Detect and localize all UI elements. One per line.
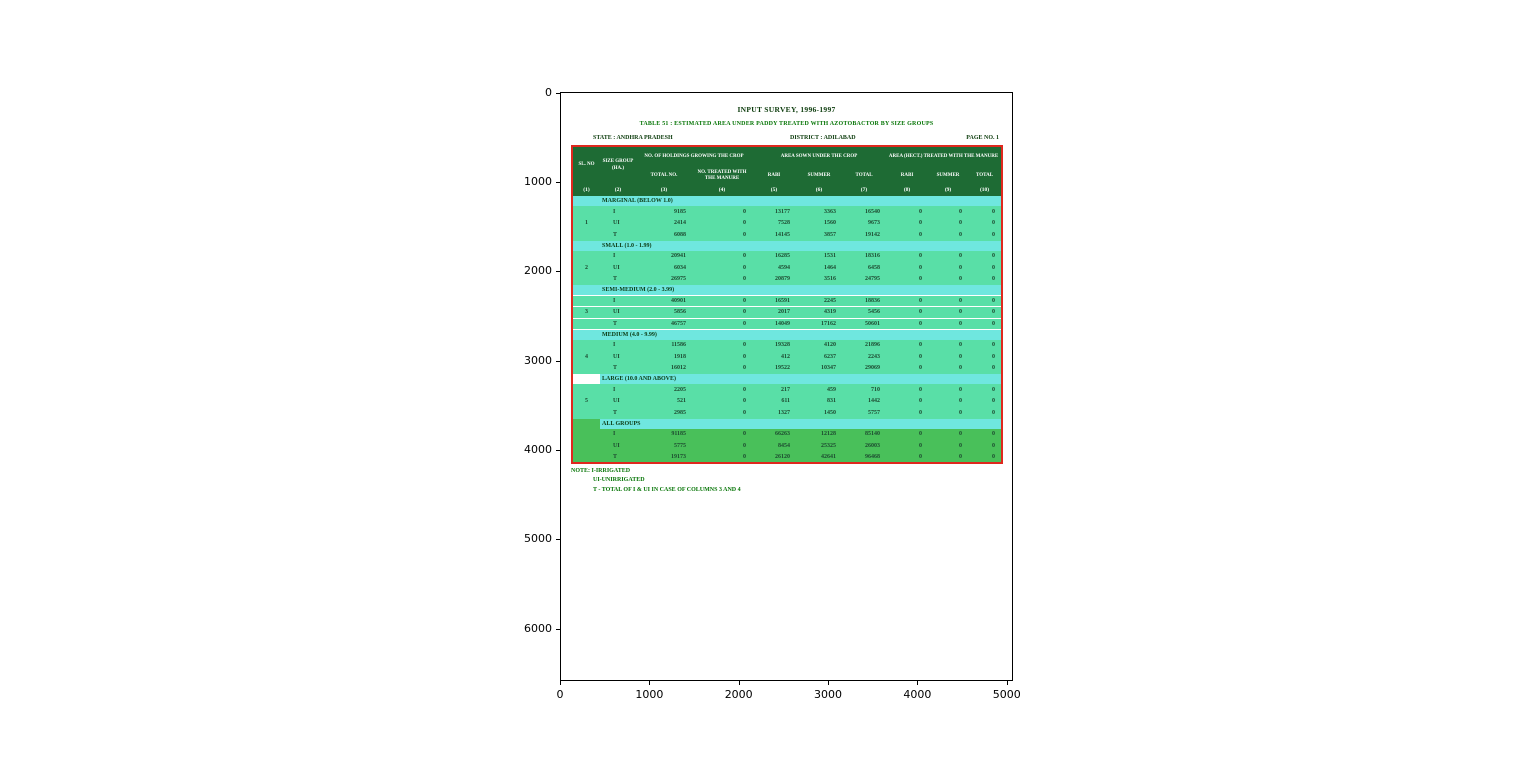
table-row xyxy=(572,452,1002,464)
x-tick-label: 1000 xyxy=(635,688,664,701)
table-cell: 17162 xyxy=(796,318,842,330)
table-cell: 0 xyxy=(928,318,968,330)
table-cell: 5856 xyxy=(636,307,692,319)
x-tick-mark xyxy=(828,681,829,685)
table-cell: 19328 xyxy=(752,340,796,352)
column-number: (6) xyxy=(796,184,842,196)
table-cell: 6237 xyxy=(796,351,842,363)
table-cell: 0 xyxy=(886,229,928,241)
table-row xyxy=(572,440,1002,452)
x-tick-mark xyxy=(560,681,561,685)
table-cell: 710 xyxy=(842,384,886,396)
size-group-label-row xyxy=(572,374,1002,384)
slno-cell xyxy=(572,419,600,429)
table-cell: 0 xyxy=(886,396,928,408)
table-cell: 5456 xyxy=(842,307,886,319)
y-tick-label: 5000 xyxy=(524,532,552,546)
table-cell: 0 xyxy=(968,396,1002,408)
slno-cell xyxy=(572,384,600,396)
table-cell: 0 xyxy=(968,407,1002,419)
slno-cell xyxy=(572,374,600,384)
row-type-cell: I xyxy=(600,340,636,352)
table-cell: 5757 xyxy=(842,407,886,419)
y-tick-label: 6000 xyxy=(524,621,552,635)
table-cell: 0 xyxy=(886,206,928,218)
col-header-treated-total: TOTAL xyxy=(968,168,1002,184)
table-cell: 4319 xyxy=(796,307,842,319)
row-type-cell: I xyxy=(600,295,636,307)
table-cell: 26003 xyxy=(842,440,886,452)
table-cell: 0 xyxy=(968,363,1002,375)
table-cell: 6458 xyxy=(842,262,886,274)
col-header-size-group: SIZE GROUP (HA.) xyxy=(600,146,636,184)
slno-cell xyxy=(572,196,600,206)
table-cell: 40901 xyxy=(636,295,692,307)
x-tick-mark xyxy=(739,681,740,685)
table-row xyxy=(572,340,1002,352)
table-row xyxy=(572,229,1002,241)
table-cell: 0 xyxy=(692,218,752,230)
table-cell: 96468 xyxy=(842,452,886,464)
table-cell: 20941 xyxy=(636,251,692,263)
slno-cell xyxy=(572,340,600,352)
table-cell: 1918 xyxy=(636,351,692,363)
slno-cell xyxy=(572,251,600,263)
table-cell: 1450 xyxy=(796,407,842,419)
slno-cell xyxy=(572,241,600,251)
y-tick-mark xyxy=(556,450,560,451)
col-header-total-no: TOTAL NO. xyxy=(636,168,692,184)
page-number-label: PAGE NO. 1 xyxy=(966,135,999,141)
column-number: (4) xyxy=(692,184,752,196)
table-cell: 0 xyxy=(968,262,1002,274)
table-cell: 0 xyxy=(886,295,928,307)
slno-cell xyxy=(572,229,600,241)
table-cell: 16012 xyxy=(636,363,692,375)
table-cell: 24795 xyxy=(842,274,886,286)
table-cell: 0 xyxy=(968,318,1002,330)
table-cell: 3516 xyxy=(796,274,842,286)
row-type-cell: UI xyxy=(600,351,636,363)
table-cell: 19142 xyxy=(842,229,886,241)
table-cell: 16540 xyxy=(842,206,886,218)
table-cell: 16285 xyxy=(752,251,796,263)
table-cell: 0 xyxy=(968,440,1002,452)
table-cell: 18316 xyxy=(842,251,886,263)
table-cell: 0 xyxy=(886,363,928,375)
table-cell: 0 xyxy=(968,218,1002,230)
col-header-slno: SL. NO xyxy=(572,146,600,184)
row-type-cell: I xyxy=(600,429,636,441)
state-label: STATE : ANDHRA PRADESH xyxy=(593,135,673,141)
table-cell: 0 xyxy=(928,452,968,464)
note-line-1: NOTE: I-IRRIGATED xyxy=(571,468,631,474)
size-group-label-row xyxy=(572,330,1002,340)
row-type-cell: UI xyxy=(600,396,636,408)
table-cell: 19173 xyxy=(636,452,692,464)
x-tick-label: 3000 xyxy=(814,688,843,701)
slno-cell xyxy=(572,440,600,452)
table-cell: 0 xyxy=(886,218,928,230)
table-cell: 0 xyxy=(692,396,752,408)
size-group-label-row xyxy=(572,196,1002,206)
col-group-holdings: NO. OF HOLDINGS GROWING THE CROP xyxy=(636,146,752,168)
table-cell: 6034 xyxy=(636,262,692,274)
size-group-label: ALL GROUPS xyxy=(600,419,1002,429)
table-row xyxy=(572,396,1002,408)
table-cell: 13177 xyxy=(752,206,796,218)
slno-cell xyxy=(572,363,600,375)
row-type-cell: I xyxy=(600,384,636,396)
table-cell: 50601 xyxy=(842,318,886,330)
table-cell: 0 xyxy=(968,351,1002,363)
table-cell: 0 xyxy=(692,440,752,452)
table-cell: 0 xyxy=(692,340,752,352)
y-tick-mark xyxy=(556,271,560,272)
table-cell: 0 xyxy=(692,318,752,330)
table-cell: 412 xyxy=(752,351,796,363)
x-tick-label: 5000 xyxy=(992,688,1021,701)
table-cell: 0 xyxy=(692,229,752,241)
table-cell: 0 xyxy=(928,274,968,286)
table-cell: 0 xyxy=(886,274,928,286)
table-cell: 0 xyxy=(692,307,752,319)
y-tick-label: 3000 xyxy=(524,353,552,367)
table-cell: 0 xyxy=(968,452,1002,464)
table-cell: 0 xyxy=(886,440,928,452)
table-cell: 2245 xyxy=(796,295,842,307)
table-cell: 7528 xyxy=(752,218,796,230)
y-tick-mark xyxy=(556,361,560,362)
table-cell: 0 xyxy=(886,251,928,263)
table-cell: 9185 xyxy=(636,206,692,218)
table-cell: 0 xyxy=(886,307,928,319)
table-cell: 14145 xyxy=(752,229,796,241)
column-number: (2) xyxy=(600,184,636,196)
y-tick-label: 4000 xyxy=(524,442,552,456)
col-header-treated-summer: SUMMER xyxy=(928,168,968,184)
size-group-label-row xyxy=(572,241,1002,251)
size-group-label: SMALL (1.0 - 1.99) xyxy=(600,241,1002,251)
x-tick-label: 0 xyxy=(556,688,564,701)
note-line-2: UI-UNIRRIGATED xyxy=(593,477,645,484)
table-cell: 2017 xyxy=(752,307,796,319)
table-cell: 0 xyxy=(886,318,928,330)
table-cell: 0 xyxy=(968,307,1002,319)
table-cell: 1464 xyxy=(796,262,842,274)
table-cell: 0 xyxy=(886,351,928,363)
table-cell: 0 xyxy=(968,429,1002,441)
table-cell: 0 xyxy=(692,295,752,307)
table-cell: 12128 xyxy=(796,429,842,441)
table-cell: 4120 xyxy=(796,340,842,352)
table-row xyxy=(572,251,1002,263)
size-group-label: LARGE (10.0 AND ABOVE) xyxy=(600,374,1002,384)
y-tick-mark xyxy=(556,629,560,630)
table-cell: 0 xyxy=(692,251,752,263)
col-header-area-summer: SUMMER xyxy=(796,168,842,184)
table-cell: 14049 xyxy=(752,318,796,330)
table-cell: 9673 xyxy=(842,218,886,230)
table-header xyxy=(572,146,1002,196)
slno-cell xyxy=(572,407,600,419)
slno-cell xyxy=(572,295,600,307)
table-row xyxy=(572,218,1002,230)
table-cell: 10347 xyxy=(796,363,842,375)
table-cell: 0 xyxy=(928,363,968,375)
y-tick-label: 2000 xyxy=(524,264,552,278)
footnotes xyxy=(571,467,1002,495)
table-row xyxy=(572,262,1002,274)
survey-table xyxy=(571,145,1003,464)
document-meta-line xyxy=(571,135,1002,145)
table-cell: 46757 xyxy=(636,318,692,330)
slno-cell xyxy=(572,285,600,295)
table-cell: 21896 xyxy=(842,340,886,352)
table-cell: 4594 xyxy=(752,262,796,274)
table-cell: 0 xyxy=(692,274,752,286)
document-subtitle: TABLE 51 : ESTIMATED AREA UNDER PADDY TREATED WITH AZOTOBACTOR BY SIZE GROUPS xyxy=(639,121,934,127)
table-cell: 0 xyxy=(928,295,968,307)
slno-cell: 3 xyxy=(572,307,600,319)
table-cell: 2205 xyxy=(636,384,692,396)
table-cell: 1442 xyxy=(842,396,886,408)
table-cell: 0 xyxy=(886,340,928,352)
table-cell: 0 xyxy=(928,351,968,363)
table-cell: 0 xyxy=(928,407,968,419)
table-row xyxy=(572,206,1002,218)
document-title: INPUT SURVEY, 1996-1997 xyxy=(737,105,836,114)
table-cell: 0 xyxy=(928,384,968,396)
table-cell: 0 xyxy=(928,429,968,441)
x-tick-mark xyxy=(917,681,918,685)
table-cell: 0 xyxy=(928,440,968,452)
x-tick-label: 2000 xyxy=(724,688,753,701)
table-row xyxy=(572,274,1002,286)
scan-table-body xyxy=(572,196,1002,463)
col-header-no-treated: NO. TREATED WITH THE MANURE xyxy=(692,168,752,184)
table-row xyxy=(572,318,1002,330)
row-type-cell: T xyxy=(600,274,636,286)
col-header-area-total: TOTAL xyxy=(842,168,886,184)
row-type-cell: UI xyxy=(600,307,636,319)
table-cell: 0 xyxy=(886,407,928,419)
row-type-cell: T xyxy=(600,318,636,330)
table-cell: 18836 xyxy=(842,295,886,307)
column-number-row xyxy=(572,184,1002,196)
slno-cell xyxy=(572,452,600,464)
row-type-cell: UI xyxy=(600,218,636,230)
table-cell: 1327 xyxy=(752,407,796,419)
table-cell: 831 xyxy=(796,396,842,408)
table-cell: 0 xyxy=(928,262,968,274)
row-type-cell: T xyxy=(600,407,636,419)
table-cell: 20879 xyxy=(752,274,796,286)
table-cell: 16591 xyxy=(752,295,796,307)
x-tick-mark xyxy=(1007,681,1008,685)
scanned-document xyxy=(571,93,1002,498)
table-cell: 29069 xyxy=(842,363,886,375)
table-cell: 26975 xyxy=(636,274,692,286)
column-number: (3) xyxy=(636,184,692,196)
table-cell: 6088 xyxy=(636,229,692,241)
table-cell: 0 xyxy=(968,295,1002,307)
table-cell: 0 xyxy=(928,229,968,241)
col-header-area-rabi: RABI xyxy=(752,168,796,184)
size-group-label: SEMI-MEDIUM (2.0 - 3.99) xyxy=(600,285,1002,295)
table-cell: 0 xyxy=(968,274,1002,286)
slno-cell xyxy=(572,318,600,330)
table-cell: 521 xyxy=(636,396,692,408)
table-cell: 0 xyxy=(692,206,752,218)
col-group-area-sown: AREA SOWN UNDER THE CROP xyxy=(752,146,886,168)
column-number: (8) xyxy=(886,184,928,196)
slno-cell: 4 xyxy=(572,351,600,363)
table-cell: 85140 xyxy=(842,429,886,441)
table-cell: 0 xyxy=(692,262,752,274)
slno-cell: 2 xyxy=(572,262,600,274)
table-row xyxy=(572,307,1002,319)
table-row xyxy=(572,407,1002,419)
size-group-label: MEDIUM (4.0 - 9.99) xyxy=(600,330,1002,340)
note-line-3: T - TOTAL OF I & UI IN CASE OF COLUMNS 3 AND 4 xyxy=(593,486,741,493)
table-cell: 0 xyxy=(692,384,752,396)
table-cell: 2414 xyxy=(636,218,692,230)
table-cell: 0 xyxy=(968,384,1002,396)
column-number: (7) xyxy=(842,184,886,196)
table-cell: 0 xyxy=(692,452,752,464)
column-number: (5) xyxy=(752,184,796,196)
table-cell: 0 xyxy=(886,262,928,274)
table-cell: 0 xyxy=(692,429,752,441)
table-row xyxy=(572,351,1002,363)
table-cell: 0 xyxy=(928,218,968,230)
x-tick-mark xyxy=(649,681,650,685)
slno-cell: 5 xyxy=(572,396,600,408)
col-header-treated-rabi: RABI xyxy=(886,168,928,184)
column-number: (1) xyxy=(572,184,600,196)
size-group-label-row xyxy=(572,419,1002,429)
row-type-cell: T xyxy=(600,452,636,464)
table-cell: 2985 xyxy=(636,407,692,419)
row-type-cell: UI xyxy=(600,440,636,452)
table-cell: 217 xyxy=(752,384,796,396)
slno-cell xyxy=(572,206,600,218)
table-cell: 611 xyxy=(752,396,796,408)
table-row xyxy=(572,363,1002,375)
y-tick-label: 1000 xyxy=(524,174,552,188)
col-group-area-treated: AREA (HECT.) TREATED WITH THE MANURE xyxy=(886,146,1002,168)
size-group-label-row xyxy=(572,285,1002,295)
y-tick-mark xyxy=(556,182,560,183)
table-cell: 1560 xyxy=(796,218,842,230)
table-row xyxy=(572,429,1002,441)
table-cell: 459 xyxy=(796,384,842,396)
table-cell: 0 xyxy=(928,340,968,352)
table-cell: 0 xyxy=(968,340,1002,352)
y-tick-label: 0 xyxy=(545,85,552,99)
table-cell: 3363 xyxy=(796,206,842,218)
size-group-label: MARGINAL (BELOW 1.0) xyxy=(600,196,1002,206)
y-tick-mark xyxy=(556,539,560,540)
table-cell: 42641 xyxy=(796,452,842,464)
table-cell: 0 xyxy=(886,452,928,464)
table-cell: 66263 xyxy=(752,429,796,441)
table-cell: 0 xyxy=(886,384,928,396)
table-cell: 0 xyxy=(968,229,1002,241)
table-cell: 0 xyxy=(692,351,752,363)
table-cell: 5775 xyxy=(636,440,692,452)
table-cell: 1531 xyxy=(796,251,842,263)
table-cell: 0 xyxy=(928,251,968,263)
table-row xyxy=(572,295,1002,307)
table-cell: 3857 xyxy=(796,229,842,241)
row-type-cell: I xyxy=(600,206,636,218)
y-tick-mark xyxy=(556,93,560,94)
table-cell: 0 xyxy=(968,206,1002,218)
column-number: (9) xyxy=(928,184,968,196)
table-cell: 91185 xyxy=(636,429,692,441)
slno-cell xyxy=(572,274,600,286)
table-cell: 0 xyxy=(928,307,968,319)
table-cell: 26120 xyxy=(752,452,796,464)
slno-cell xyxy=(572,330,600,340)
slno-cell xyxy=(572,429,600,441)
row-type-cell: UI xyxy=(600,262,636,274)
table-cell: 0 xyxy=(692,363,752,375)
table-cell: 8454 xyxy=(752,440,796,452)
table-row xyxy=(572,384,1002,396)
district-label: DISTRICT : ADILABAD xyxy=(790,135,856,141)
table-cell: 2243 xyxy=(842,351,886,363)
table-cell: 0 xyxy=(928,396,968,408)
column-number: (10) xyxy=(968,184,1002,196)
table-cell: 19522 xyxy=(752,363,796,375)
table-cell: 0 xyxy=(886,429,928,441)
row-type-cell: T xyxy=(600,363,636,375)
row-type-cell: I xyxy=(600,251,636,263)
table-cell: 0 xyxy=(928,206,968,218)
table-cell: 0 xyxy=(968,251,1002,263)
slno-cell: 1 xyxy=(572,218,600,230)
table-cell: 25325 xyxy=(796,440,842,452)
row-type-cell: T xyxy=(600,229,636,241)
table-cell: 11586 xyxy=(636,340,692,352)
x-tick-label: 4000 xyxy=(903,688,932,701)
table-cell: 0 xyxy=(692,407,752,419)
